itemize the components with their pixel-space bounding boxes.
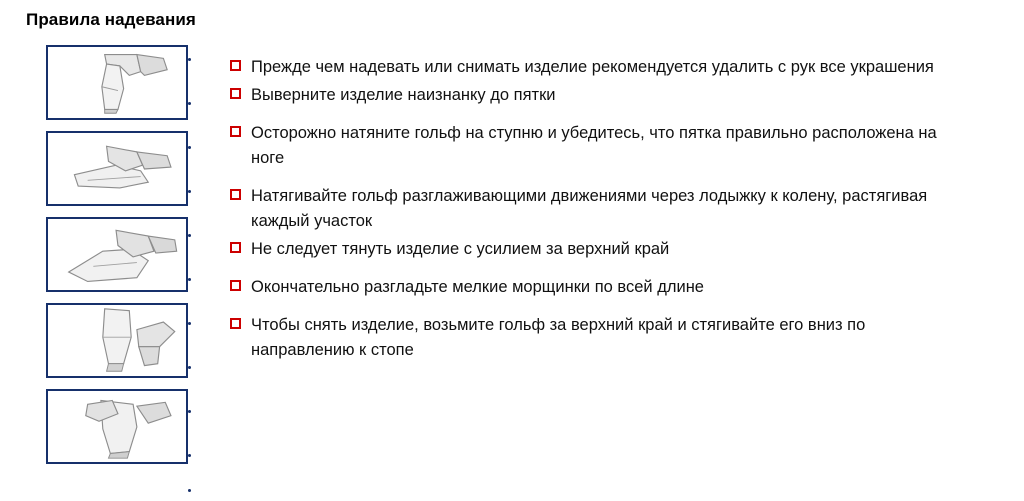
step-photo-3 (46, 217, 188, 292)
step-group (230, 121, 990, 171)
step-text: Выверните изделие наизнанку до пятки (251, 86, 556, 104)
step-group (230, 184, 990, 262)
instruction-list (230, 55, 990, 376)
step-photo-2 (46, 131, 188, 206)
square-bullet-icon (230, 318, 241, 329)
page-title: Правила надевания (26, 10, 196, 29)
step-text: Осторожно натяните гольф на ступню и убедитесь, что пятка правильно расположена на ноге (251, 124, 937, 167)
square-bullet-icon (230, 189, 241, 200)
list-item (230, 313, 990, 363)
list-item (230, 83, 990, 108)
step-photo-5 (46, 389, 188, 464)
step-text: Чтобы снять изделие, возьмите гольф за верхний край и стягивайте его вниз по направлению к стопе (251, 316, 866, 359)
step-text: Прежде чем надевать или снимать изделие рекомендуется удалить с рук все украшения (251, 58, 934, 76)
dotted-divider (188, 52, 196, 492)
square-bullet-icon (230, 88, 241, 99)
list-item (230, 121, 990, 171)
illustration-column (46, 45, 192, 475)
step-photo-4 (46, 303, 188, 378)
step-group (230, 313, 990, 363)
list-item (230, 237, 990, 262)
square-bullet-icon (230, 280, 241, 291)
step-group (230, 55, 990, 108)
square-bullet-icon (230, 126, 241, 137)
step-group (230, 275, 990, 300)
step-text: Окончательно разгладьте мелкие морщинки по всей длине (251, 278, 704, 296)
square-bullet-icon (230, 60, 241, 71)
step-text: Не следует тянуть изделие с усилием за верхний край (251, 240, 670, 258)
step-text: Натягивайте гольф разглаживающими движениями через лодыжку к колену, растягивая каждый участок (251, 187, 928, 230)
list-item (230, 55, 990, 80)
list-item (230, 275, 990, 300)
list-item (230, 184, 990, 234)
step-photo-1 (46, 45, 188, 120)
square-bullet-icon (230, 242, 241, 253)
